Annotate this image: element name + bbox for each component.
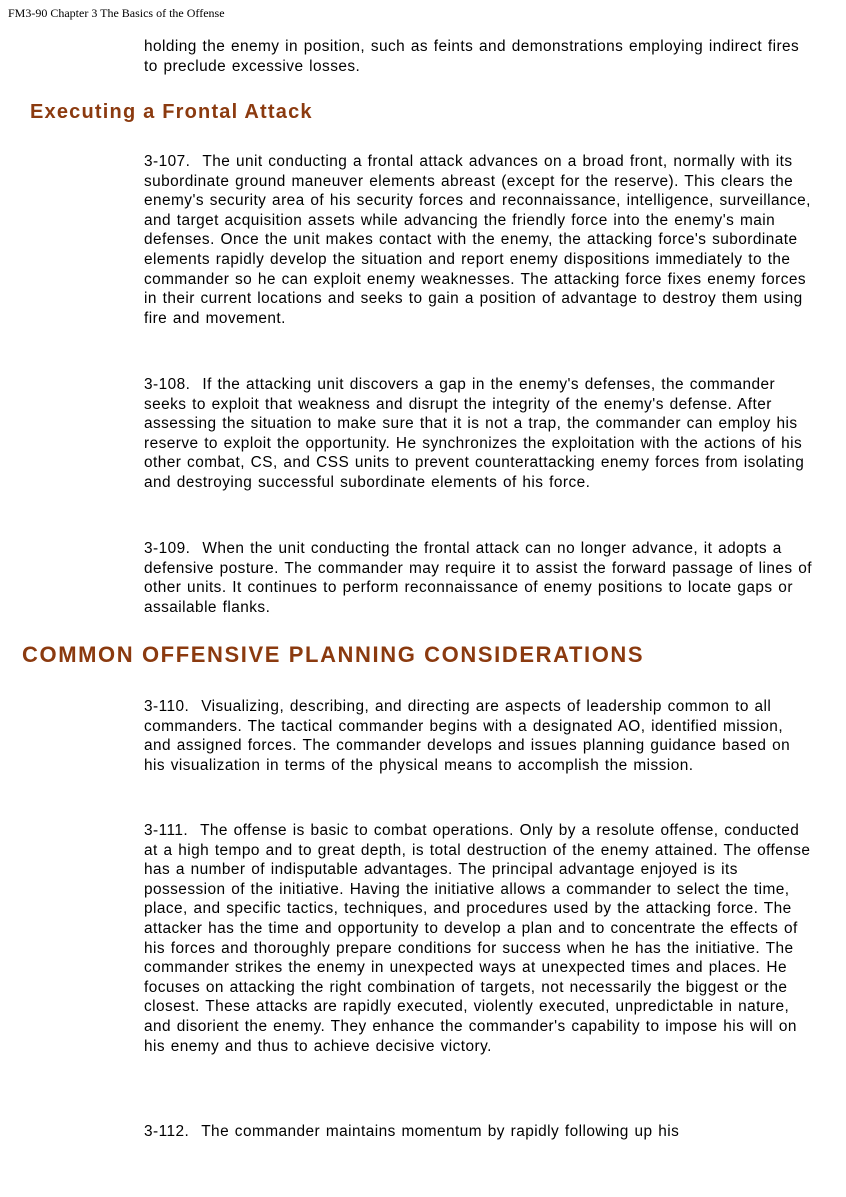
paragraph-text: When the unit conducting the frontal attack can no longer advance, it adopts a defensive posture. The commander may require it to assist the forward passage of lines of other units. It continues to perform reconnaissance of enemy positions to locate gaps or assailable flanks. xyxy=(144,540,812,616)
paragraph-text: If the attacking unit discovers a gap in the enemy's defenses, the commander seeks to exploit that weakness and disrupt the integrity of the enemy's defense. After assessing the situation to make sure that it is not a trap, the commander can employ his reserve to exploit the opportunity. He synchronizes the exploitation with the actions of his other combat, CS, and CSS units to prevent counterattacking enemy forces from isolating and destroying successful subordinate elements of his force. xyxy=(144,376,805,491)
paragraph-number: 3-107. xyxy=(144,153,191,170)
paragraph-number: 3-112. xyxy=(144,1123,190,1140)
paragraph-number: 3-110. xyxy=(144,698,190,715)
paragraph-3-109 xyxy=(144,539,814,617)
section-heading-common-offensive-planning: COMMON OFFENSIVE PLANNING CONSIDERATIONS xyxy=(22,642,645,667)
paragraph-number: 3-111. xyxy=(144,822,189,839)
running-header: FM3-90 Chapter 3 The Basics of the Offense xyxy=(8,6,225,20)
paragraph-number: 3-109. xyxy=(144,540,191,557)
section-heading-frontal-attack: Executing a Frontal Attack xyxy=(30,101,313,123)
paragraph-3-108 xyxy=(144,375,814,493)
continued-paragraph: holding the enemy in position, such as feints and demonstrations employing indirect fires to preclude excessive losses. xyxy=(144,38,800,75)
paragraph-3-107 xyxy=(144,152,814,328)
paragraph-text: The offense is basic to combat operations. Only by a resolute offense, conducted at a high tempo and to great depth, is total destruction of the enemy attained. The offense has a number of indisputable advantages. The principal advantage enjoyed is its possession of the initiative. Having the initiative allows a commander to select the time, place, and specific tactics, techniques, and procedures used by the attacking force. The attacker has the time and opportunity to develop a plan and to concentrate the effects of his forces and thoroughly prepare conditions for success when he has the initiative. The commander strikes the enemy in unexpected ways at unexpected times and places. He focuses on attacking the right combination of targets, not necessarily the biggest or the closest. These attacks are rapidly executed, violently executed, unpredictable in nature, and disorient the enemy. They enhance the commander's capability to impose his will on his enemy and thus to achieve decisive victory. xyxy=(144,822,811,1055)
paragraph-number: 3-108. xyxy=(144,376,191,393)
paragraph-text: Visualizing, describing, and directing are aspects of leadership common to all commanders. The tactical commander begins with a designated AO, identified mission, and assigned forces. The commander develops and issues planning guidance based on his visualization in terms of the physical means to accomplish the mission. xyxy=(144,698,791,774)
paragraph-3-111 xyxy=(144,821,814,1056)
paragraph-text: The commander maintains momentum by rapidly following up his xyxy=(201,1123,680,1140)
paragraph-3-112 xyxy=(144,1122,814,1142)
paragraph-text: The unit conducting a frontal attack advances on a broad front, normally with its subordinate ground maneuver elements abreast (except for the reserve). This clears the enemy's security area of his security forces and reconnaissance, intelligence, surveillance, and target acquisition assets while advancing the friendly force into the enemy's main defenses. Once the unit makes contact with the enemy, the attacking force's subordinate elements rapidly develop the situation and report enemy dispositions immediately to the commander so he can exploit enemy weaknesses. The attacking force fixes enemy forces in their current locations and seeks to gain a position of advantage to destroy them using fire and movement. xyxy=(144,153,811,327)
paragraph-3-110 xyxy=(144,697,814,775)
